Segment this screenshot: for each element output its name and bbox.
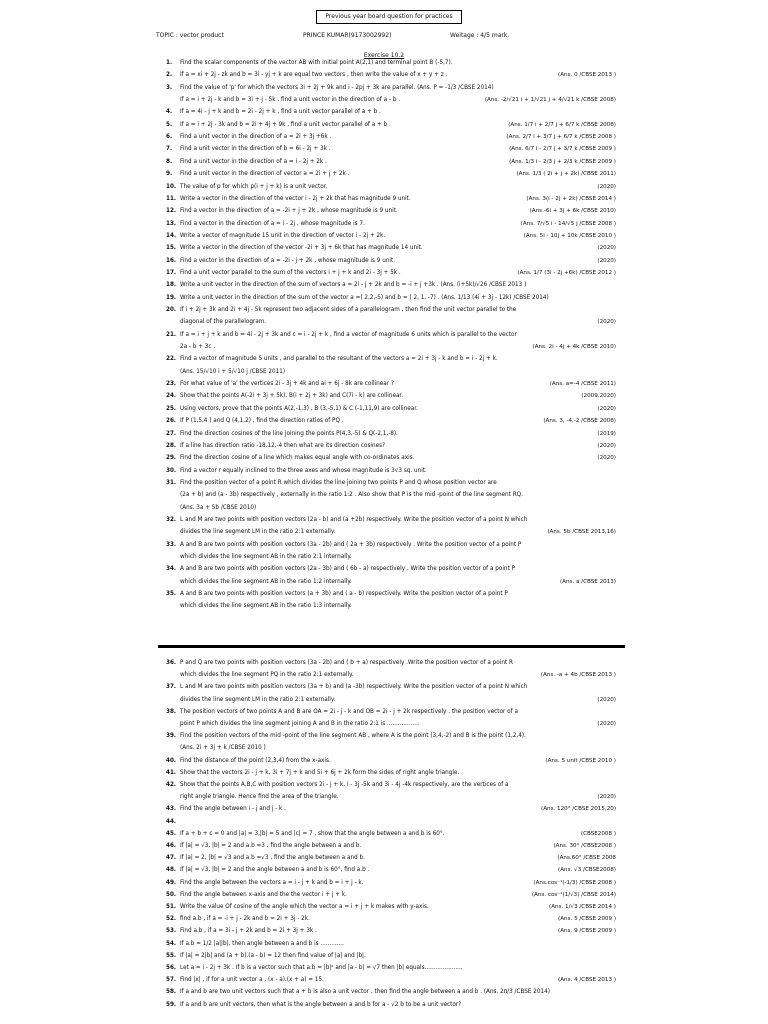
answer-text: (CBSE2008 ) (580, 830, 616, 837)
question-text: Write a vector in the direction of the vector i - 2j + 2k that has magnitude 9 unit. (180, 195, 411, 202)
question-number: 38. (166, 708, 177, 715)
question-row (166, 529, 616, 537)
question-text: right angle triangle. Hence find the area of the triangle. (180, 794, 339, 801)
question-number: 42. (166, 782, 177, 788)
question-row (166, 146, 616, 154)
question-number: 59. (166, 1001, 177, 1008)
question-text: diagonal of the parallelogram. (180, 319, 267, 326)
question-text: If a and b are two unit vectors such that a + b is also a unit vector , then find the angle between a and b . (Ans. 2π/3 /CBSE 2014) (180, 989, 550, 996)
question-row (166, 806, 616, 814)
question-row (166, 258, 616, 266)
question-row (166, 709, 616, 717)
question-text: P and Q are two points with position vectors (3a - 2b) and ( b + a) respectively .Write the position vector of a point R (180, 660, 513, 666)
question-row (166, 554, 616, 562)
question-number: 9. (166, 171, 173, 178)
question-text: which divides the line segment PQ in the ratio 2:1 externally. (180, 672, 354, 679)
question-row (166, 356, 616, 364)
question-text: The position vectors of two points A and B are OA = 2i - j - k and OB = 2i - j + 2k respectively . the position vector of a (180, 708, 518, 715)
question-text: divides the line segment LM in the ratio 2:1 externally. (180, 529, 336, 536)
question-row (166, 684, 616, 692)
question-number: 3. (166, 84, 173, 91)
question-text: The value of p for which p(i + j + k) is a unit vector. (180, 183, 328, 190)
question-row (166, 122, 616, 130)
question-row (166, 770, 616, 778)
question-row (166, 282, 616, 290)
question-row (166, 672, 616, 680)
question-number: 6. (166, 134, 173, 141)
answer-text: (2020) (597, 442, 616, 449)
question-number: 50. (166, 891, 177, 898)
question-row (166, 904, 616, 912)
question-row (166, 406, 616, 414)
question-row (166, 307, 616, 315)
question-number: 54. (166, 940, 177, 947)
question-text: If i + 2j + 3k and 2i + 4j - 5k represent two adjacent sides of a parallelogram , then find the unit vector parallel to the (180, 307, 517, 313)
question-text: which divides the line segment AB in the ratio 2:1 internally. (180, 554, 352, 560)
answer-text: (Ans. 2/7 i + 3/7 j + 6/7 k /CBSE 2008 ) (506, 134, 616, 141)
question-row (166, 855, 616, 863)
question-number: 7. (166, 146, 173, 153)
question-number: 48. (166, 867, 177, 874)
question-row (166, 819, 616, 827)
answer-text: (2020) (597, 319, 616, 326)
question-text: Find the position vectors of the mid -point of the line segment AB , where A is the point (3,4,-2) and B is the point (1,2,4). (180, 733, 526, 740)
question-text: Show that the points A,B,C with position vectors 2i - j + k, i - 3j -5k and 3i - 4j -4k respectively, are the vertices of a (180, 782, 509, 788)
question-row (166, 989, 616, 997)
question-number: 32. (166, 516, 177, 523)
question-number: 1. (166, 60, 173, 66)
question-row (166, 965, 616, 973)
question-number: 15. (166, 245, 177, 252)
answer-text: (2020) (597, 455, 616, 462)
question-text: If a = i + j + k and b = 4i - 2j + 3k and c = i - 2j + k , find a vector of magnitude 6 units which is parallel to the vector (180, 331, 517, 338)
question-row (166, 381, 616, 389)
answer-text: (Ans.cos⁻¹(-1/3) /CBSE 2008 ) (533, 879, 616, 886)
question-row (166, 831, 616, 839)
question-row (166, 733, 616, 741)
question-text: Find a unit vector in the direction of b = 6i - 2j + 3k . (180, 146, 331, 153)
question-number: 53. (166, 928, 177, 935)
question-text: Find the angle between i - j and j - k . (180, 806, 286, 813)
question-text: find a.b , if a = -i + j - 2k and b = 2i + 3j - 2k. (180, 916, 310, 923)
question-row (166, 1002, 616, 1010)
question-text: If a = i + 2j - 3k and b = 2i + 4j + 9k , find a unit vector parallel of a + b . (180, 121, 391, 128)
question-row (166, 843, 616, 851)
question-text: (Ans. 3a + 5b /CBSE 2010) (180, 504, 257, 511)
question-row (166, 233, 616, 241)
question-row (166, 245, 616, 253)
question-number: 56. (166, 965, 177, 971)
question-number: 21. (166, 331, 177, 338)
answer-text: (Ans.-6i + 3j + 6k /CBSE 2010) (529, 208, 616, 215)
question-number: 34. (166, 566, 177, 573)
answer-text: (Ans. 5 unit /CBSE 2010 ) (545, 757, 616, 764)
answer-text: (Ans.60° /CBSE 2008 (557, 855, 616, 862)
answer-text: (2020) (597, 405, 616, 412)
question-text: A and B are two points with position vectors (2a - 3b) and ( 6b - a) respectively . Write the position vector of a point P (180, 566, 516, 573)
exercise-title: Exercise 10.2 (363, 52, 405, 59)
question-row (166, 480, 616, 488)
answer-text: (Ans. 1/7 (3i - 2j +6k) /CBSE 2012 ) (517, 269, 616, 276)
question-text: L and M are two points with position vectors (2a - b) and (a +2b) respectively. Write the position vector of a point N which (180, 516, 528, 523)
question-text: If a = 4i - j + k and b = 2i - 2j + k , find a unit vector parallel of a + b . (180, 109, 381, 116)
question-text: Find a vector in the direction of a = -2i - j + 2k , whose magnitude is 9 unit. (180, 257, 396, 264)
question-row (166, 566, 616, 574)
question-number: 30. (166, 467, 177, 474)
question-text: For what value of 'a' the vertices 2i - 3j + 4k and ai + 6j - 8k are collinear ? (180, 381, 394, 388)
answer-text: (Ans. 5 /CBSE 2009 ) (558, 916, 616, 923)
question-text: Find a unit vector in the direction of a = i - 2j + 2k . (180, 158, 327, 165)
answer-text: (2020) (597, 245, 616, 252)
question-text: Using vectors, prove that the points A(2,-1,3) , B (3,-5,1) & C (-1,11,9) are collinear. (180, 405, 418, 412)
question-number: 36. (166, 660, 177, 666)
question-row (166, 60, 616, 68)
answer-text: (Ans. 30° /CBSE2008 ) (553, 843, 616, 849)
question-number: 51. (166, 904, 177, 910)
question-row (166, 591, 616, 599)
question-text: If a = i + 2j - k and b = 3i + j - 5k , find a unit vector in the direction of a - b . (180, 97, 401, 104)
question-text: L and M are two points with position vectors (3a + b) and (a -3b) respectively. Write the position vector of a point N which (180, 684, 528, 691)
question-number: 23. (166, 381, 177, 388)
question-row (166, 660, 616, 668)
question-number: 2. (166, 72, 173, 79)
question-number: 18. (166, 282, 177, 289)
answer-text: (2020) (597, 696, 616, 703)
answer-text: (Ans. 1/7 i + 2/7 j + 6/7 k /CBSE 2008) (508, 121, 616, 128)
question-row (166, 319, 616, 327)
question-number: 27. (166, 430, 177, 437)
answer-text: (Ans. 1/√3 /CBSE 2014 ) (549, 904, 616, 910)
question-text: Write a unit vector in the direction of the sum of vectors a = 2i - j + 2k and b = -i + j +3k . (Ans. (i+5k)/√26 /CBSE 2013 ) (180, 282, 527, 289)
question-text: Find a vector in the direction of a = -2i + j + 2k , whose magnitude is 9 unit. (180, 208, 398, 215)
question-number: 16. (166, 257, 177, 264)
answer-text: (Ans. a=-4 /CBSE 2011) (549, 381, 616, 388)
question-row (166, 369, 616, 377)
answer-text: (Ans. a /CBSE 2013) (559, 578, 616, 585)
question-text: Find |x| , if for a unit vector a , (x - a).(x + a) = 15. (180, 977, 324, 984)
question-row (166, 953, 616, 961)
question-number: 20. (166, 307, 177, 313)
question-text: Write a vector of magnitude 15 unit in the direction of vector i - 2j + 2k. (180, 232, 386, 239)
question-row (166, 517, 616, 525)
question-text: Find a.b , if a = 3i - j + 2k and b = 2i + 3j + 3k . (180, 928, 317, 935)
question-text: which divides the line segment AB in the ratio 1:3 internally. (180, 603, 352, 610)
question-text: Show that the vectors 2i - j + k, 3i + 7j + k and 5i + 6j + 2k form the sides of right angle triangle. (180, 769, 460, 776)
question-text: Find a vector of magnitude 5 units , and parallel to the resultant of the vectors a = 2i + 3j - k and b = i - 2j + k. (180, 356, 498, 363)
question-row (166, 794, 616, 802)
question-number: 19. (166, 294, 177, 301)
question-text: If |a| = 2|b| and (a + b).(a - b) = 12 then find value of |a| and |b|. (180, 952, 366, 959)
question-row (166, 492, 616, 500)
answer-text: (Ans. 4 /CBSE 2013 ) (558, 977, 616, 984)
answer-text: (Ans. 2i - 4j + 4k /CBSE 2010) (532, 344, 616, 351)
question-text: If |a| = √3, |b| = 2 and a.b =3 , find the angle between a and b. (180, 843, 362, 849)
topic-label: TOPIC : vector product (156, 32, 224, 39)
question-text: If P (1,5,4 ) and Q (4,1,2) , find the direction ratios of PQ . (180, 418, 344, 425)
question-number: 17. (166, 269, 177, 276)
question-row (166, 221, 616, 229)
answer-text: (2009,2020) (581, 393, 616, 400)
question-number: 5. (166, 121, 173, 128)
question-row (166, 270, 616, 278)
answer-text: (2020) (597, 183, 616, 190)
question-row (166, 97, 616, 105)
question-text: Find the value of 'p' for which the vectors 3i + 2j + 9k and i - 2pj + 3k are parallel. (Ans. P = -1/3 /CBSE 2014) (180, 84, 494, 91)
answer-text: (Ans. √3 /CBSE2008) (558, 867, 616, 874)
weightage-label: Weitage : 4/5 mark. (450, 32, 510, 39)
question-row (166, 295, 616, 303)
question-row (166, 134, 616, 142)
question-row (166, 159, 616, 167)
question-text: If |a| = 2, |b| = √3 and a.b =√3 , find the angle between a and b. (180, 855, 365, 862)
question-text: If a.b = 1/2 |a||b|, then angle between a and b is ............. (180, 940, 344, 947)
question-row (166, 455, 616, 463)
question-number: 14. (166, 232, 177, 239)
question-text: If |a| = √3, |b| = 2 and the angle between a and b is 60°, find a.b . (180, 867, 370, 874)
question-text: 2a - b + 3c . (180, 344, 216, 351)
question-number: 43. (166, 806, 177, 813)
question-row (166, 892, 616, 900)
question-text: Find the angle between the vectors a = i - j + k and b = i + j - k. (180, 879, 364, 886)
question-number: 37. (166, 684, 177, 691)
answer-text: (2020) (597, 794, 616, 801)
question-number: 28. (166, 442, 177, 449)
answer-text: (Ans. 9 /CBSE 2009 ) (558, 928, 616, 935)
question-number: 39. (166, 733, 177, 740)
question-row (166, 85, 616, 93)
question-text: Write a unit vector in the direction of the sum of the vector a =( 2,2,-5) and b = ( 2, 1, -7) . (Ans. 1/13 (4i + 3j - 12k) /CBSE 2014) (180, 294, 549, 301)
question-text: Find a vector in the direction of a = i - 2j , whose magnitude is 7. (180, 220, 365, 227)
question-row (166, 196, 616, 204)
question-row (166, 184, 616, 192)
answer-text: (Ans. 1/3 i - 2/3 j + 2/3 k /CBSE 2009 ) (509, 158, 616, 165)
answer-text: (Ans. -a + 4b /CBSE 2013 ) (540, 672, 616, 679)
answer-text: (Ans. 5b /CBSE 2013,16) (547, 529, 616, 536)
question-number: 41. (166, 769, 177, 776)
answer-text: (2020) (597, 257, 616, 264)
question-row (166, 697, 616, 705)
question-number: 24. (166, 393, 177, 400)
question-row (166, 758, 616, 766)
page-title: Previous year board question for practices (316, 10, 462, 24)
question-number: 44. (166, 818, 177, 825)
question-row (166, 208, 616, 216)
question-number: 11. (166, 195, 177, 202)
question-row (166, 542, 616, 550)
question-text: Find the distance of the point (2,3,4) from the x-axis. (180, 757, 331, 764)
answer-text: (Ans. 3(i - 2j + 2k) /CBSE 2014 ) (526, 195, 616, 202)
question-row (166, 344, 616, 352)
question-row (166, 916, 616, 924)
question-text: Find a unit vector parallel to the sum of the vectors i + j + k and 2i - 3j + 5k . (180, 269, 401, 276)
question-number: 13. (166, 220, 177, 227)
question-text: divides the line segment LM in the ratio 2:1 externally. (180, 696, 336, 703)
question-row (166, 745, 616, 753)
question-text: Show that the points A(-2i + 3j + 5k), B(i + 2j + 3k) and C(7i - k) are collinear. (180, 393, 404, 400)
question-number: 33. (166, 541, 177, 548)
question-number: 47. (166, 855, 177, 862)
question-number: 40. (166, 757, 177, 764)
question-row (166, 109, 616, 117)
question-text: which divides the line segment AB in the ratio 1:2 internally. (180, 578, 352, 585)
answer-text: (Ans. cos⁻¹(1/√3) /CBSE 2014) (531, 891, 616, 898)
question-row (166, 977, 616, 985)
question-text: If a = xi + 2j - zk and b = 3i - yj + k are equal two vectors , then write the value of x + y + z . (180, 72, 448, 79)
answer-text: (2020) (597, 721, 616, 727)
question-text: Find the direction cosines of the line joining the points P(4,3,-5) & Q(-2,1,-8). (180, 430, 398, 437)
question-row (166, 880, 616, 888)
question-row (166, 867, 616, 875)
question-text: Find the scalar components of the vector AB with initial point A(2,1) and terminal point B (-5,7). (180, 60, 453, 66)
question-number: 4. (166, 109, 173, 116)
question-text: Find a unit vector in the direction of vector a = 2i + j + 2k . (180, 171, 350, 178)
question-text: Find the position vector of a point R which divides the line joining two points P and Q whose position vector are (180, 479, 497, 486)
question-number: 35. (166, 591, 177, 598)
question-text: If a line has direction ratio -18,12,-4 then what are its direction cosines? (180, 442, 386, 449)
question-row (166, 468, 616, 476)
question-text: Find the angle between x-axis and the the vector i + j + k. (180, 891, 347, 898)
question-text: Let a = i - 2j + 3k . If b is a vector such that a.b = |b|² and |a - b| = √7 then |b| equals..................... (180, 965, 463, 971)
question-row (166, 171, 616, 179)
question-text: Find a unit vector in the direction of a = 2i + 3j +6k . (180, 134, 332, 141)
question-number: 10. (166, 183, 177, 190)
question-text: (Ans. 15/√10 i + 5/√10 j /CBSE 2011) (180, 368, 286, 375)
answer-text: (Ans. 0 /CBSE 2013 ) (558, 72, 616, 79)
question-number: 58. (166, 989, 177, 996)
question-number: 22. (166, 356, 177, 363)
question-text: A and B are two points with position vectors (3a - 2b) and ( 2a + 3b) respectively . Write the position vector of a point P (180, 541, 522, 548)
question-row (166, 603, 616, 611)
answer-text: (Ans. 7/√5 i - 14/√5 j /CBSE 2008 ) (520, 220, 616, 227)
question-number: 57. (166, 977, 177, 984)
author-label: PRINCE KUMAR(9173002992) (303, 32, 392, 39)
question-number: 49. (166, 879, 177, 886)
section-divider (158, 645, 625, 648)
question-text: (2a + b) and (a - 3b) respectively , externally in the ratio 1:2 . Also show that P is the mid -point of the line segment RQ. (180, 492, 523, 499)
answer-text: (2019) (597, 430, 616, 437)
question-number: 31. (166, 479, 177, 486)
question-text: (Ans. 2i + 3j + k /CBSE 2010 ) (180, 745, 266, 752)
question-row (166, 431, 616, 439)
question-row (166, 418, 616, 426)
question-number: 12. (166, 208, 177, 215)
question-number: 45. (166, 830, 177, 837)
question-text: A and B are two points with position vectors (a + 3b) and ( a - b) respectively. Write the position vector of a point P (180, 591, 508, 598)
question-number: 55. (166, 952, 177, 959)
question-text: If a + b + c = 0 and |a| = 3,|b| = 5 and |c| = 7 , show that the angle between a and b is 60°. (180, 830, 445, 837)
question-row (166, 332, 616, 340)
question-row (166, 579, 616, 587)
question-number: 29. (166, 455, 177, 462)
question-number: 25. (166, 405, 177, 412)
question-text: Write the value Of cosine of the angle which the vector a = i + j + k makes with y-axis. (180, 904, 429, 910)
answer-text: (Ans. 1/3 ( 2i + j + 2k) /CBSE 2011) (516, 171, 616, 178)
question-number: 8. (166, 158, 173, 165)
question-row (166, 393, 616, 401)
question-row (166, 928, 616, 936)
question-row (166, 443, 616, 451)
question-number: 26. (166, 418, 177, 425)
question-row (166, 505, 616, 513)
answer-text: (Ans. 120° /CBSE 2015,20) (541, 806, 616, 813)
question-number: 52. (166, 916, 177, 923)
answer-text: (Ans. 6/7 i - 2/7 j + 3/7 k /CBSE 2009 ) (509, 146, 616, 153)
answer-text: (Ans. 3, -4,-2 /CBSE 2008) (543, 418, 616, 425)
question-text: If a and b are unit vectors, then what is the angle between a and b for a - √2 b to be a unit vector? (180, 1001, 462, 1008)
question-row (166, 941, 616, 949)
question-row (166, 782, 616, 790)
question-number: 46. (166, 843, 177, 849)
question-text: Write a vector in the direction of the vector -2i + 3j + 6k that has magnitude 14 unit. (180, 245, 423, 252)
question-text: Find the direction cosine of a line which makes equal angle with co-ordinates axis. (180, 455, 415, 462)
question-row (166, 72, 616, 80)
question-row (166, 721, 616, 729)
answer-text: (Ans. -2/√21 i + 1/√21 j + 4/√21 k /CBSE 2008) (484, 97, 616, 104)
answer-text: (Ans. 5i - 10j + 10k /CBSE 2010 ) (523, 232, 616, 239)
question-text: Find a vector r equally inclined to the three axes and whose magnitude is 3√3 sq. unit. (180, 467, 427, 474)
question-text: point P which divides the line segment joining A and B in the ratio 2:1 is .................. (180, 721, 420, 727)
